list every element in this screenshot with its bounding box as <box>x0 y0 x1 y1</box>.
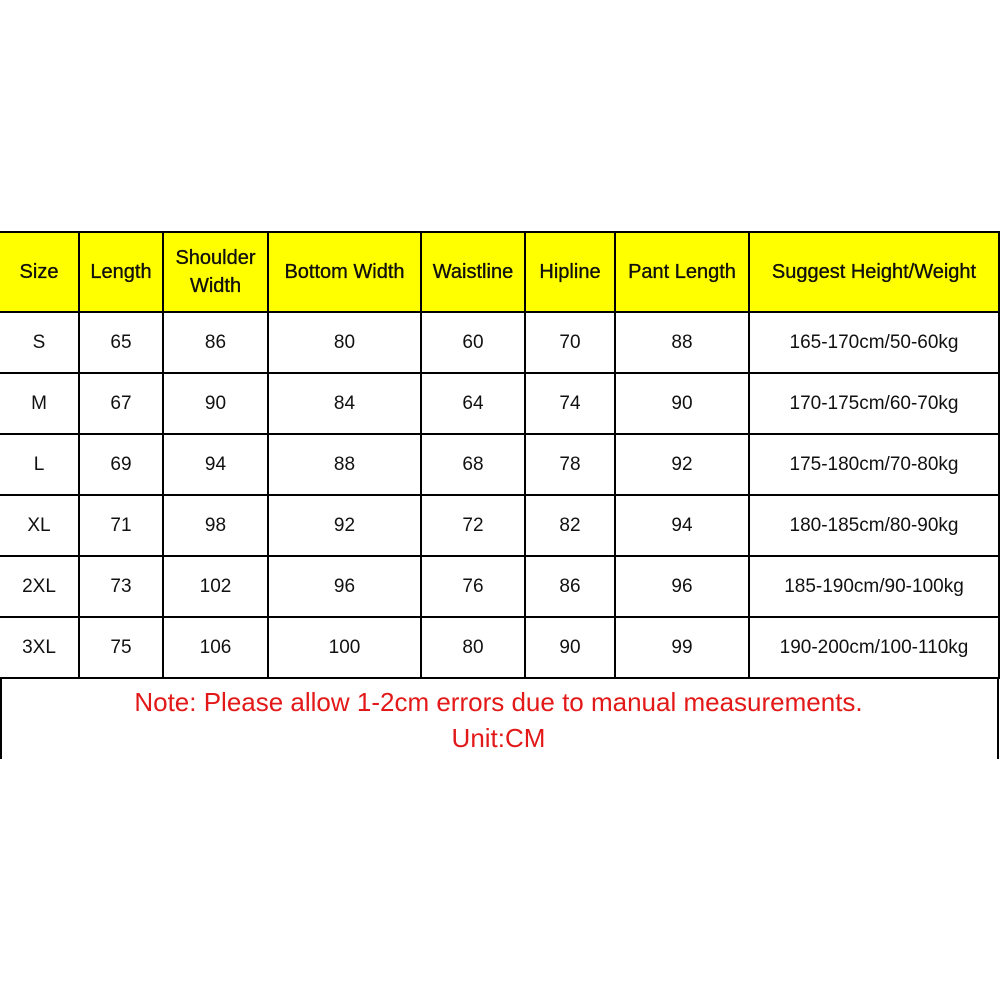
header-waistline: Waistline <box>421 232 525 312</box>
cell-pant-length: 96 <box>615 556 749 617</box>
cell-size: M <box>0 373 79 434</box>
cell-size: L <box>0 434 79 495</box>
header-suggest-height-weight: Suggest Height/Weight <box>749 232 999 312</box>
header-size: Size <box>0 232 79 312</box>
cell-waistline: 76 <box>421 556 525 617</box>
cell-suggest-height-weight: 190-200cm/100-110kg <box>749 617 999 678</box>
cell-size: S <box>0 312 79 373</box>
cell-pant-length: 88 <box>615 312 749 373</box>
header-pant-length: Pant Length <box>615 232 749 312</box>
cell-shoulder-width: 90 <box>163 373 268 434</box>
table-row <box>0 312 999 373</box>
header-shoulder-width: Shoulder Width <box>163 232 268 312</box>
cell-bottom-width: 80 <box>268 312 421 373</box>
size-chart-table <box>0 231 1000 679</box>
table-row <box>0 556 999 617</box>
cell-bottom-width: 88 <box>268 434 421 495</box>
table-row <box>0 373 999 434</box>
cell-shoulder-width: 106 <box>163 617 268 678</box>
size-chart <box>0 231 999 759</box>
cell-length: 65 <box>79 312 163 373</box>
cell-bottom-width: 92 <box>268 495 421 556</box>
cell-length: 75 <box>79 617 163 678</box>
cell-pant-length: 90 <box>615 373 749 434</box>
cell-size: 3XL <box>0 617 79 678</box>
cell-hipline: 78 <box>525 434 615 495</box>
cell-suggest-height-weight: 165-170cm/50-60kg <box>749 312 999 373</box>
cell-bottom-width: 96 <box>268 556 421 617</box>
header-length: Length <box>79 232 163 312</box>
cell-pant-length: 99 <box>615 617 749 678</box>
table-row <box>0 434 999 495</box>
cell-shoulder-width: 98 <box>163 495 268 556</box>
cell-shoulder-width: 102 <box>163 556 268 617</box>
note-line-unit: Unit:CM <box>451 723 546 753</box>
cell-suggest-height-weight: 170-175cm/60-70kg <box>749 373 999 434</box>
cell-shoulder-width: 86 <box>163 312 268 373</box>
cell-pant-length: 94 <box>615 495 749 556</box>
cell-hipline: 74 <box>525 373 615 434</box>
cell-waistline: 64 <box>421 373 525 434</box>
cell-size: XL <box>0 495 79 556</box>
table-row <box>0 617 999 678</box>
cell-bottom-width: 100 <box>268 617 421 678</box>
cell-waistline: 60 <box>421 312 525 373</box>
table-row <box>0 495 999 556</box>
cell-length: 71 <box>79 495 163 556</box>
cell-hipline: 70 <box>525 312 615 373</box>
note-line-errors: Note: Please allow 1-2cm errors due to manual measurements. <box>134 687 863 717</box>
cell-length: 69 <box>79 434 163 495</box>
cell-waistline: 72 <box>421 495 525 556</box>
measurement-note <box>0 679 999 759</box>
cell-hipline: 82 <box>525 495 615 556</box>
cell-suggest-height-weight: 180-185cm/80-90kg <box>749 495 999 556</box>
cell-shoulder-width: 94 <box>163 434 268 495</box>
header-bottom-width: Bottom Width <box>268 232 421 312</box>
cell-suggest-height-weight: 185-190cm/90-100kg <box>749 556 999 617</box>
header-hipline: Hipline <box>525 232 615 312</box>
cell-waistline: 68 <box>421 434 525 495</box>
cell-waistline: 80 <box>421 617 525 678</box>
header-row <box>0 232 999 312</box>
cell-hipline: 90 <box>525 617 615 678</box>
cell-bottom-width: 84 <box>268 373 421 434</box>
cell-pant-length: 92 <box>615 434 749 495</box>
cell-hipline: 86 <box>525 556 615 617</box>
cell-length: 67 <box>79 373 163 434</box>
cell-suggest-height-weight: 175-180cm/70-80kg <box>749 434 999 495</box>
cell-length: 73 <box>79 556 163 617</box>
cell-size: 2XL <box>0 556 79 617</box>
